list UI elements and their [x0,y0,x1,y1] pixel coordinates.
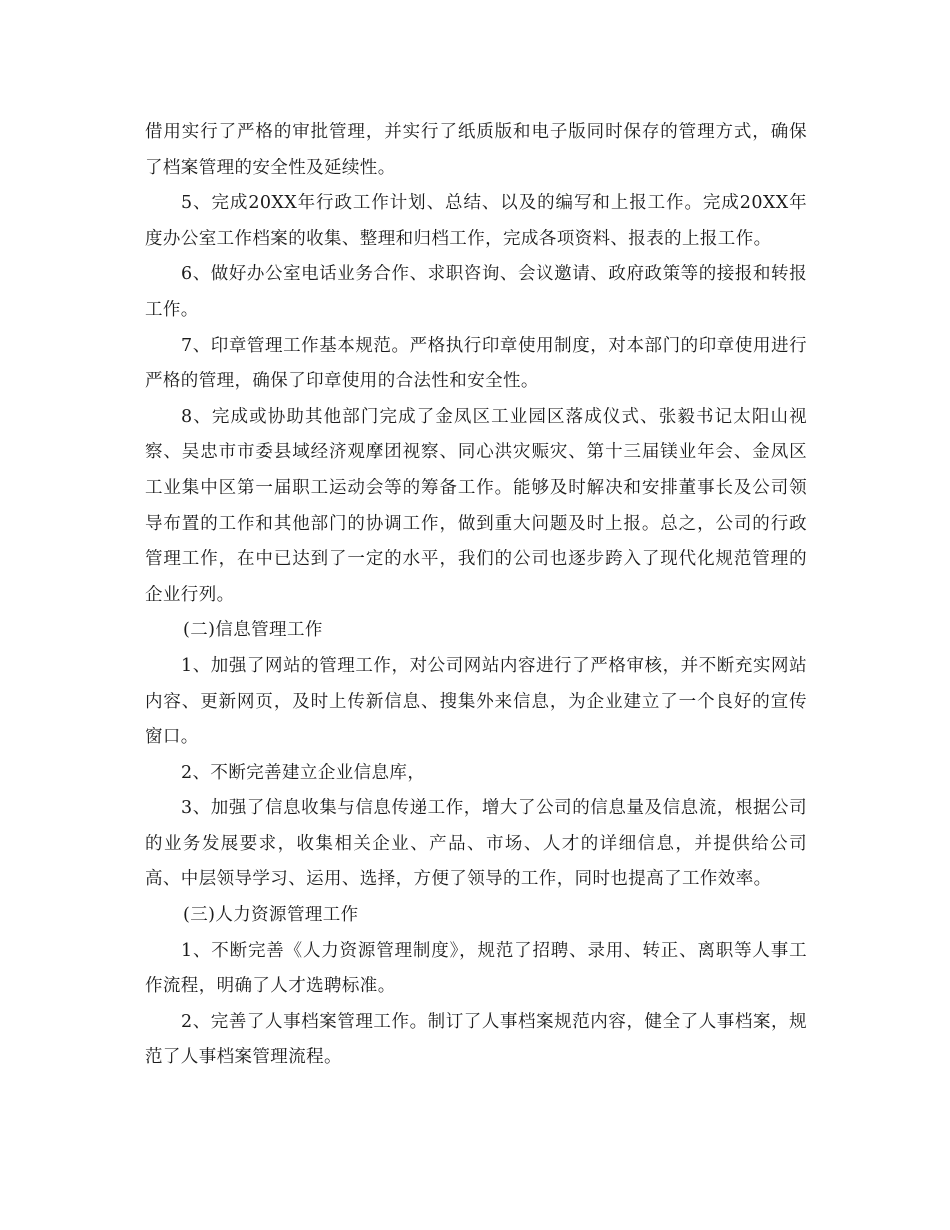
paragraph-hr-item-1: 1、不断完善《人力资源管理制度》，规范了招聘、录用、转正、离职等人事工作流程，明确了人才选聘标准。 [145,940,807,997]
document-body [145,115,807,1076]
paragraph-item-5: 5、完成20XX年行政工作计划、总结、以及的编写和上报工作。完成20XX年度办公室工作档案的收集、整理和归档工作，完成各项资料、报表的上报工作。 [145,193,807,249]
section-heading-info-management: (二)信息管理工作 [183,620,323,641]
paragraph-item-7: 7、印章管理工作基本规范。严格执行印章使用制度，对本部门的印章使用进行严格的管理，确保了印章使用的合法性和安全性。 [145,335,807,392]
section-heading-hr-management: (三)人力资源管理工作 [183,905,359,926]
paragraph-info-item-1: 1、加强了网站的管理工作，对公司网站内容进行了严格审核，并不断充实网站内容、更新网页，及时上传新信息、搜集外来信息，为企业建立了一个良好的宣传窗口。 [145,655,807,748]
paragraph-hr-item-2: 2、完善了人事档案管理工作。制订了人事档案规范内容，健全了人事档案，规范了人事档案管理流程。 [145,1011,807,1068]
paragraph-info-item-3: 3、加强了信息收集与信息传递工作，增大了公司的信息量及信息流，根据公司的业务发展要求，收集相关企业、产品、市场、人才的详细信息，并提供给公司高、中层领导学习、运用、选择，方便了领导的工作，同时也提高了工作效率。 [145,798,807,890]
paragraph-item-6: 6、做好办公室电话业务合作、求职咨询、会议邀请、政府政策等的接报和转报工作。 [145,264,807,320]
paragraph-archive-continuation: 借用实行了严格的审批管理，并实行了纸质版和电子版同时保存的管理方式，确保了档案管理的安全性及延续性。 [145,122,807,178]
paragraph-info-item-2: 2、不断完善建立企业信息库， [181,762,426,783]
paragraph-item-8: 8、完成或协助其他部门完成了金凤区工业园区落成仪式、张毅书记太阳山视察、吴忠市市委县域经济观摩团视察、同心洪灾赈灾、第十三届镁业年会、金凤区工业集中区第一届职工运动会等的筹备工作。能够及时解决和安排董事长及公司领导布置的工作和其他部门的协调工作，做到重大问题及时上报。总之，公司的行政管理工作，在中已达到了一定的水平，我们的公司也逐步跨入了现代化规范管理的企业行列。 [145,406,807,605]
